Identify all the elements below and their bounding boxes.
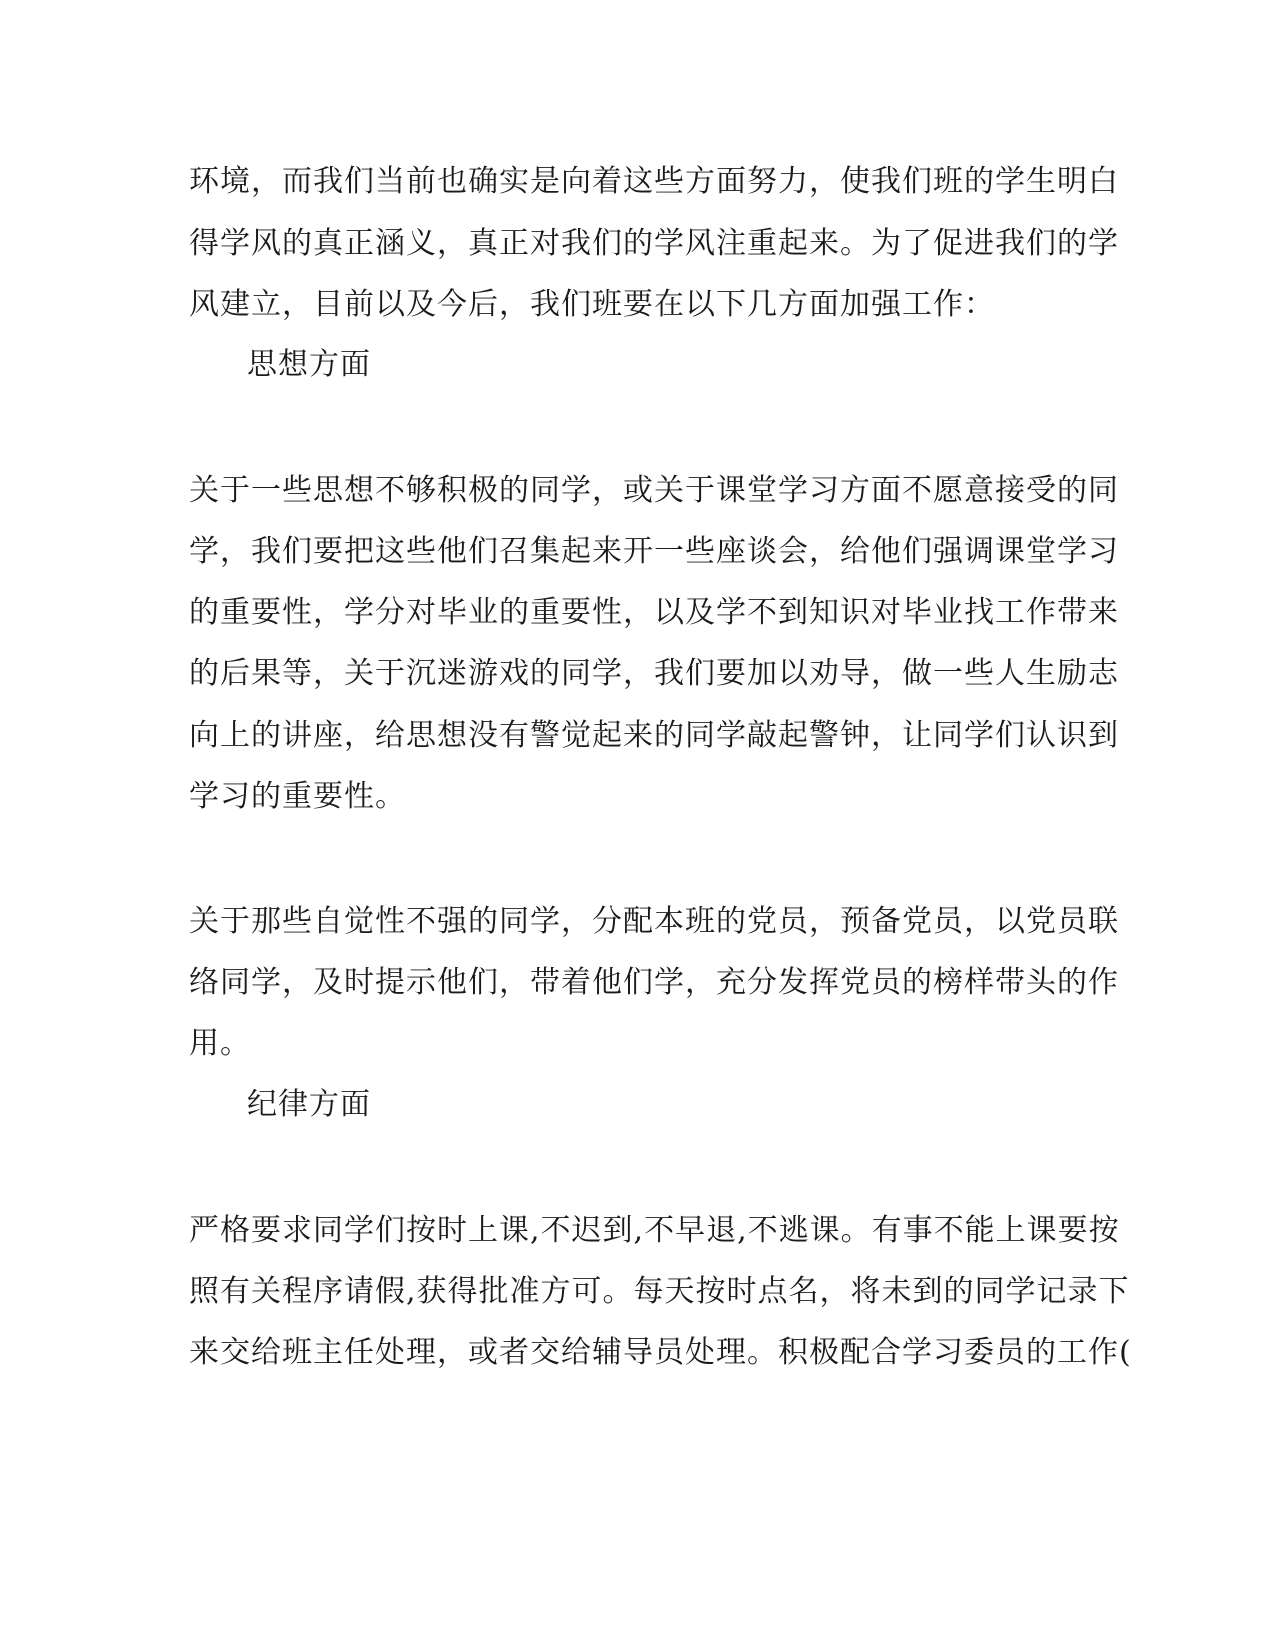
text-line: 风建立，目前以及今后，我们班要在以下几方面加强工作： [189,287,995,322]
text-line: 严格要求同学们按时上课,不迟到,不早退,不逃课。有事不能上课要按 [189,1213,1120,1248]
text-line: 得学风的真正涵义，真正对我们的学风注重起来。为了促进我们的学 [189,226,1119,261]
section-heading-discipline: 纪律方面 [247,1087,371,1122]
text-line: 的后果等，关于沉迷游戏的同学，我们要加以劝导，做一些人生励志 [189,656,1119,691]
text-line: 学，我们要把这些他们召集起来开一些座谈会，给他们强调课堂学习 [189,534,1119,569]
text-line: 向上的讲座，给思想没有警觉起来的同学敲起警钟，让同学们认识到 [189,718,1119,753]
text-line: 照有关程序请假,获得批准方可。每天按时点名，将未到的同学记录下 [189,1274,1130,1309]
text-line: 环境，而我们当前也确实是向着这些方面努力，使我们班的学生明白 [189,164,1119,199]
text-line: 来交给班主任处理，或者交给辅导员处理。积极配合学习委员的工作( [189,1335,1132,1370]
text-line: 络同学，及时提示他们，带着他们学，充分发挥党员的榜样带头的作 [189,965,1119,1000]
text-line: 关于那些自觉性不强的同学，分配本班的党员，预备党员，以党员联 [189,904,1119,939]
section-heading-thought: 思想方面 [247,347,371,382]
text-line: 学习的重要性。 [189,779,406,814]
text-line: 的重要性，学分对毕业的重要性，以及学不到知识对毕业找工作带来 [189,595,1119,630]
text-line: 关于一些思想不够积极的同学，或关于课堂学习方面不愿意接受的同 [189,473,1119,508]
text-line: 用。 [189,1026,251,1061]
